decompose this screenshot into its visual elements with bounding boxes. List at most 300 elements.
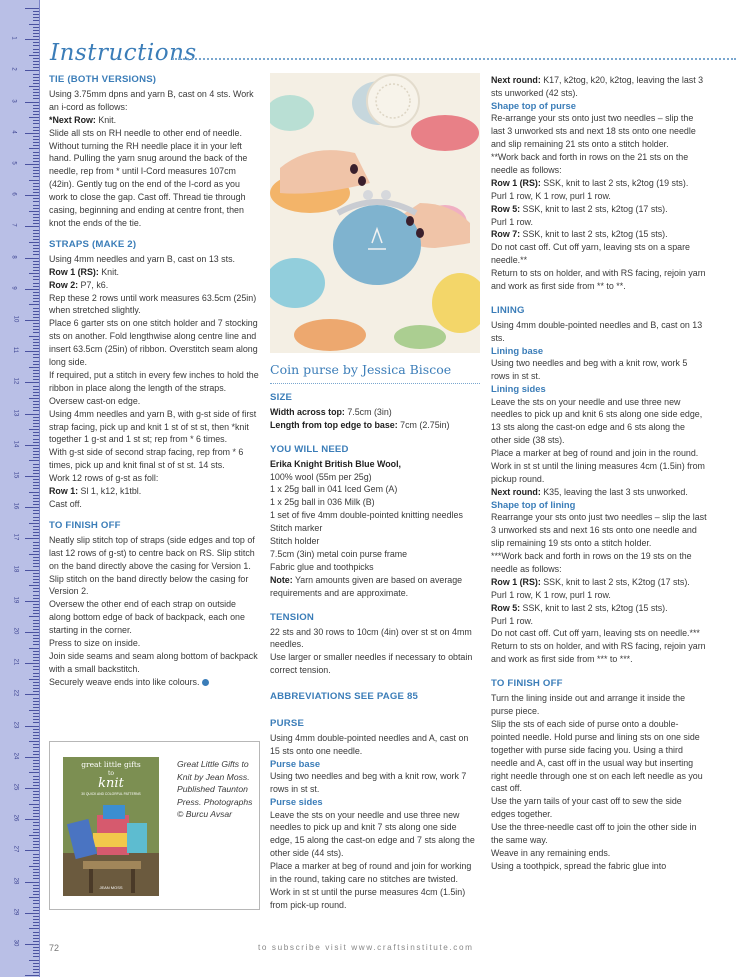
ruler-tick xyxy=(29,211,39,212)
need-item: 100% wool (55m per 25g) xyxy=(270,471,372,482)
shape-top-lining-heading: Shape top of lining xyxy=(491,498,576,510)
ruler-tick xyxy=(33,248,39,249)
ruler-tick xyxy=(33,732,39,733)
ruler-tick xyxy=(33,389,39,390)
ruler-tick xyxy=(33,373,39,374)
ruler-tick xyxy=(33,735,39,736)
finish-text: Use the three-needle cast off to join the other side in the same way. xyxy=(491,822,697,846)
ruler-number: 7 xyxy=(10,223,17,228)
ruler-tick xyxy=(25,538,39,539)
ruler-tick xyxy=(33,42,39,43)
ruler-tick xyxy=(33,832,39,833)
ruler-tick xyxy=(33,738,39,739)
ruler-tick xyxy=(33,604,39,605)
column-right xyxy=(491,74,707,873)
ruler-tick xyxy=(25,663,39,664)
ruler-tick xyxy=(33,158,39,159)
ruler-tick xyxy=(33,916,39,917)
ruler-tick xyxy=(33,236,39,237)
need-item: 7.5cm (3in) metal coin purse frame xyxy=(270,548,408,559)
ruler-number: 20 xyxy=(12,627,19,635)
ruler-tick xyxy=(33,701,39,702)
ruler-tick xyxy=(33,214,39,215)
ruler-tick xyxy=(33,691,39,692)
finish-text: Use the yarn tails of your cast off to sew the side edges together. xyxy=(491,796,682,820)
purse-sides-text: Work in st st until the purse measures 4cm (1.5in) from pick-up round. xyxy=(270,887,466,910)
ruler-tick xyxy=(33,769,39,770)
row-label: Row 1 (RS): xyxy=(491,576,541,587)
ruler-tick xyxy=(33,651,39,652)
ruler-tick xyxy=(33,875,39,876)
ruler-tick xyxy=(33,922,39,923)
ruler-tick xyxy=(33,953,39,954)
ruler-tick xyxy=(29,772,39,773)
ruler-tick xyxy=(25,819,39,820)
ruler-tick xyxy=(33,407,39,408)
need-item: Stitch holder xyxy=(270,536,320,547)
ruler-tick xyxy=(33,201,39,202)
ruler-tick xyxy=(33,797,39,798)
ruler-tick xyxy=(33,173,39,174)
ruler-tick xyxy=(33,395,39,396)
ruler-tick xyxy=(33,301,39,302)
ruler-number: 29 xyxy=(12,908,19,916)
ruler-tick xyxy=(33,170,39,171)
ruler-tick xyxy=(33,869,39,870)
ruler-tick xyxy=(33,620,39,621)
ruler-tick xyxy=(33,401,39,402)
lining-sides-text: Place a marker at beg of round and join in the round. Work in st st until the lining measures 4cm (1.5in) from pickup round. xyxy=(491,448,705,484)
lining-base-text: Using two needles and beg with a knit row, work 5 rows in st st. xyxy=(491,358,688,382)
ruler-tick xyxy=(29,273,39,274)
ruler-number: 28 xyxy=(12,877,19,884)
ruler-tick xyxy=(33,326,39,327)
ruler-tick xyxy=(33,142,39,143)
ruler-tick xyxy=(29,960,39,961)
ruler-tick xyxy=(33,535,39,536)
tie-text: Using 3.75mm dpns and yarn B, cast on 4 sts. Work an i-cord as follows: xyxy=(49,88,254,112)
photo-caption: Coin purse by Jessica Biscoe xyxy=(270,362,480,384)
purse-text: Using 4mm double-pointed needles and A, cast on 15 sts onto one needle. xyxy=(270,732,469,756)
ruler-tick xyxy=(33,885,39,886)
ruler-tick xyxy=(29,86,39,87)
tension-text: Use larger or smaller needles if necessary to obtain correct tension. xyxy=(270,652,473,676)
ruler-tick xyxy=(25,226,39,227)
ruler-tick xyxy=(29,648,39,649)
ruler-tick xyxy=(33,591,39,592)
ruler-tick xyxy=(33,239,39,240)
row-text: SSK, knit to last 2 sts, k2tog (15 sts). xyxy=(520,229,668,240)
ruler-tick xyxy=(33,551,39,552)
finish-text: Using a toothpick, spread the fabric glue into xyxy=(491,860,667,871)
ruler-tick xyxy=(33,822,39,823)
ruler-number: 15 xyxy=(12,471,19,479)
tie-next-label: *Next Row: xyxy=(49,114,96,125)
ruler-tick xyxy=(33,626,39,627)
ruler-tick xyxy=(29,367,39,368)
ruler-tick xyxy=(33,956,39,957)
need-item: 1 set of five 4mm double-pointed knitting needles xyxy=(270,510,463,521)
coin-purse-illustration xyxy=(270,73,480,353)
value: 7.5cm (3in) xyxy=(344,406,392,417)
ruler-tick xyxy=(33,966,39,967)
ruler-tick xyxy=(25,164,39,165)
ruler-tick xyxy=(33,420,39,421)
ruler-tick xyxy=(33,573,39,574)
straps-heading: STRAPS (MAKE 2) xyxy=(49,238,137,250)
book-credit-text: Great Little Gifts to Knit by Jean Moss. Published Taunton Press. Photographs © Burcu Avsar xyxy=(177,759,253,819)
ruler-tick xyxy=(33,423,39,424)
ruler-tick xyxy=(33,660,39,661)
ruler-tick xyxy=(33,744,39,745)
label: Next round: xyxy=(491,75,541,85)
column-middle xyxy=(270,392,480,912)
ruler-tick xyxy=(33,844,39,845)
ruler-tick xyxy=(33,520,39,521)
shape-lining-text: ***Work back and forth in rows on the 19 sts on the needle as follows: xyxy=(491,551,692,574)
ruler-tick xyxy=(33,442,39,443)
end-bullet-icon xyxy=(202,679,209,686)
ruler-tick xyxy=(33,676,39,677)
ruler-tick xyxy=(33,314,39,315)
ruler-tick xyxy=(33,526,39,527)
ruler-tick xyxy=(25,507,39,508)
ruler-number: 24 xyxy=(12,752,19,760)
ruler-tick xyxy=(33,105,39,106)
ruler-tick xyxy=(33,498,39,499)
ruler-tick xyxy=(33,183,39,184)
ruler-tick xyxy=(33,810,39,811)
purse-base-heading: Purse base xyxy=(270,757,321,769)
shape-lining-text: Do not cast off. Cut off yarn, leaving sts on needle.*** xyxy=(491,628,700,639)
ruler-tick xyxy=(29,897,39,898)
shape-lining-text: Rearrange your sts onto just two needles – slip the last 3 unworked sts and next 16 sts onto one needle and slip remaining 19 sts onto a stitch holder. xyxy=(491,512,707,549)
ruler-tick xyxy=(33,860,39,861)
ruler-tick xyxy=(33,139,39,140)
ruler-tick xyxy=(29,304,39,305)
ruler-tick xyxy=(33,435,39,436)
ruler-tick xyxy=(33,716,39,717)
ruler-tick xyxy=(33,276,39,277)
ruler-tick xyxy=(33,729,39,730)
book-cover-title-3: knit xyxy=(98,776,124,791)
ruler-tick xyxy=(33,92,39,93)
shape-lining-text: Purl 1 row. xyxy=(491,615,533,626)
ruler-tick xyxy=(33,342,39,343)
ruler-tick xyxy=(33,479,39,480)
straps-text: Rep these 2 rows until work measures 63.5cm (25in) when stretched slightly. xyxy=(49,292,257,316)
ruler-tick xyxy=(25,351,39,352)
ruler-tick xyxy=(33,813,39,814)
ruler-tick xyxy=(33,588,39,589)
ruler-number: 5 xyxy=(10,161,17,165)
ruler-tick xyxy=(33,785,39,786)
ruler-tick xyxy=(33,364,39,365)
ruler-tick xyxy=(33,935,39,936)
ruler-tick xyxy=(33,969,39,970)
ruler-tick xyxy=(33,925,39,926)
ruler-tick xyxy=(33,186,39,187)
ruler-tick xyxy=(25,320,39,321)
ruler-tick xyxy=(33,579,39,580)
finish-heading-right: TO FINISH OFF xyxy=(491,678,563,690)
shape-text: Purl 1 row, K 1 row, purl 1 row. xyxy=(491,190,611,201)
ruler-tick xyxy=(33,685,39,686)
ruler-tick xyxy=(33,98,39,99)
straps-text: With g-st side of second strap facing, rep from * 6 times, pick up and knit final st of st st. 14 sts. xyxy=(49,447,244,471)
row-label: Row 1 (RS): xyxy=(49,266,99,277)
ruler-tick xyxy=(33,357,39,358)
ruler-tick xyxy=(33,392,39,393)
straps-text: Place 6 garter sts on one stitch holder and 7 stocking sts on another. Fold lengthwise along centre line and insert 63.5cm (25in) of ribbon. Overstitch seam along long side. xyxy=(49,318,258,368)
finish-heading: TO FINISH OFF xyxy=(49,519,121,531)
shape-lining-text: Purl 1 row, K 1 row, purl 1 row. xyxy=(491,589,611,600)
ruler-tick xyxy=(33,52,39,53)
row-text: SSK, knit to last 2 sts, k2tog (17 sts). xyxy=(520,203,668,214)
ruler-tick xyxy=(33,800,39,801)
ruler-number: 19 xyxy=(12,596,19,604)
ruler-tick xyxy=(33,295,39,296)
ruler-tick xyxy=(33,345,39,346)
ruler-tick xyxy=(33,223,39,224)
ruler-strip xyxy=(0,0,40,977)
ruler-tick xyxy=(29,585,39,586)
label: Next round: xyxy=(491,486,541,497)
ruler-tick xyxy=(33,254,39,255)
ruler-tick xyxy=(33,14,39,15)
ruler-tick xyxy=(33,782,39,783)
tension-text: 22 sts and 30 rows to 10cm (4in) over st st on 4mm needles. xyxy=(270,626,472,650)
ruler-tick xyxy=(29,679,39,680)
value: K35, leaving the last 3 sts unworked. xyxy=(540,486,688,497)
ruler-tick xyxy=(33,688,39,689)
straps-text: If required, put a stitch in every few inches to hold the ribbon in place along the length of the straps. Oversew cast-on edge. xyxy=(49,369,259,406)
ruler-tick xyxy=(33,192,39,193)
size-width xyxy=(270,406,480,419)
ruler-tick xyxy=(33,888,39,889)
purse-sides-text: Leave the sts on your needle and use three new needles to pick up and knit 7 sts along one side edge, 15 along the cast-on edge and 7 sts along the other side (44 sts). xyxy=(270,809,475,859)
ruler-tick xyxy=(33,488,39,489)
ruler-tick xyxy=(33,329,39,330)
ruler-tick xyxy=(25,289,39,290)
ruler-tick xyxy=(33,532,39,533)
ruler-tick xyxy=(33,560,39,561)
ruler-tick xyxy=(33,816,39,817)
finish-text: Neatly slip stitch top of straps (side edges and top of last 12 rows of g-st) to centre back on RS. Slip stitch on the band directly above the casing for Version 1. Slip stitch on the band directly below the casing for Version 2. xyxy=(49,534,255,597)
ruler-tick xyxy=(33,907,39,908)
ruler-tick xyxy=(33,510,39,511)
size-heading: SIZE xyxy=(270,392,293,403)
ruler-tick xyxy=(33,919,39,920)
ruler-tick xyxy=(33,719,39,720)
ruler-tick xyxy=(33,829,39,830)
ruler-tick xyxy=(33,872,39,873)
ruler-tick xyxy=(33,947,39,948)
ruler-tick xyxy=(33,264,39,265)
lining-sides-heading: Lining sides xyxy=(491,383,546,395)
ruler-tick xyxy=(33,77,39,78)
need-note xyxy=(270,574,480,600)
ruler-tick xyxy=(33,894,39,895)
page-title: Instructions xyxy=(50,40,197,66)
label: Width across top: xyxy=(270,406,345,417)
shape-lining-text: Return to sts on holder, and with RS facing, rejoin yarn and work as first side from *** to ***. xyxy=(491,641,706,665)
row-text: Sl 1, k12, k1tbl. xyxy=(78,486,142,497)
ruler-tick xyxy=(33,448,39,449)
ruler-tick xyxy=(33,451,39,452)
ruler-tick xyxy=(33,791,39,792)
ruler-tick xyxy=(33,17,39,18)
ruler-tick xyxy=(33,11,39,12)
ruler-tick xyxy=(33,598,39,599)
ruler-tick xyxy=(33,557,39,558)
ruler-tick xyxy=(33,108,39,109)
ruler-tick xyxy=(33,267,39,268)
ruler-number: 8 xyxy=(10,254,17,259)
tie-heading: TIE (BOTH VERSIONS) xyxy=(49,74,157,85)
size-length xyxy=(270,419,480,432)
ruler-tick xyxy=(33,120,39,121)
ruler-tick xyxy=(29,804,39,805)
ruler-tick xyxy=(33,80,39,81)
ruler-tick xyxy=(33,878,39,879)
ruler-tick xyxy=(33,629,39,630)
next-round xyxy=(491,74,707,100)
ruler-tick xyxy=(25,975,39,976)
straps-row2 xyxy=(49,279,259,292)
ruler-tick xyxy=(33,698,39,699)
ruler-tick xyxy=(33,432,39,433)
book-credit-box xyxy=(49,741,260,910)
ruler-tick xyxy=(29,710,39,711)
ruler-number: 22 xyxy=(12,690,19,697)
ruler-tick xyxy=(29,242,39,243)
ruler-tick xyxy=(33,417,39,418)
ruler-tick xyxy=(33,467,39,468)
ruler-tick xyxy=(33,45,39,46)
ruler-tick xyxy=(33,379,39,380)
ruler-tick xyxy=(29,24,39,25)
finish-text: Press to size on inside. xyxy=(49,638,141,649)
ruler-tick xyxy=(29,616,39,617)
ruler-number: 6 xyxy=(10,192,17,196)
ruler-tick xyxy=(29,55,39,56)
ruler-tick xyxy=(33,464,39,465)
ruler-tick xyxy=(33,857,39,858)
ruler-tick xyxy=(33,245,39,246)
lining-sides-text: Leave the sts on your needle and use three new needles to pick up and knit 6 sts along one side edge, 13 sts along the cast-on edge and 6 sts along the other side (38 sts). xyxy=(491,396,703,446)
book-cover-title-1: great little gifts xyxy=(81,760,141,769)
need-item: Stitch marker xyxy=(270,523,323,534)
finish-text: Weave in any remaining ends. xyxy=(491,847,611,858)
ruler-tick xyxy=(33,145,39,146)
tension-heading: TENSION xyxy=(270,611,315,623)
ruler-tick xyxy=(33,794,39,795)
ruler-tick xyxy=(33,763,39,764)
row-label: Row 5: xyxy=(491,602,521,613)
ruler-tick xyxy=(33,217,39,218)
ruler-tick xyxy=(29,460,39,461)
ruler-tick xyxy=(33,504,39,505)
ruler-number: 25 xyxy=(12,783,19,791)
straps-text: Cast off. xyxy=(49,499,82,509)
ruler-number: 3 xyxy=(10,98,17,103)
ruler-tick xyxy=(33,261,39,262)
tie-text-2: Slide all sts on RH needle to other end of needle. Without turning the RH needle place it in your left hand. Pulling the yarn snug around the back of the needle, rep from * until I-Cord measures 107cm (42in). Gently tug on the end of the I-cord as you work to close the gap. Cast off. Thread tie through casing, beginning and ending at centre front, then knot the ends of the tie. xyxy=(49,127,248,228)
ruler-tick xyxy=(33,198,39,199)
ruler-tick xyxy=(29,336,39,337)
ruler-tick xyxy=(25,944,39,945)
label: Length from top edge to base: xyxy=(270,419,398,430)
ruler-tick xyxy=(33,938,39,939)
row-text: SSK, knit to last 2 sts, k2tog (15 sts). xyxy=(520,602,668,613)
ruler-tick xyxy=(33,220,39,221)
need-heading: YOU WILL NEED xyxy=(270,443,349,455)
ruler-tick xyxy=(33,404,39,405)
ruler-tick xyxy=(33,545,39,546)
ruler-tick xyxy=(33,230,39,231)
ruler-tick xyxy=(33,610,39,611)
ruler-tick xyxy=(33,136,39,137)
ruler-tick xyxy=(33,657,39,658)
ruler-tick xyxy=(33,64,39,65)
shape-text: Do not cast off. Cut off yarn, leaving sts on a spare needle.** xyxy=(491,242,690,266)
ruler-tick xyxy=(33,682,39,683)
ruler-tick xyxy=(33,542,39,543)
coin-purse-photo xyxy=(270,73,480,353)
shape-text: Purl 1 row. xyxy=(491,216,533,227)
ruler-tick xyxy=(25,195,39,196)
ruler-tick xyxy=(25,757,39,758)
ruler-tick xyxy=(33,189,39,190)
ruler-tick xyxy=(33,972,39,973)
label: Erika Knight British Blue Wool, xyxy=(270,458,401,469)
ruler-tick xyxy=(33,825,39,826)
ruler-tick xyxy=(33,95,39,96)
ruler-tick xyxy=(33,161,39,162)
ruler-tick xyxy=(25,382,39,383)
ruler-tick xyxy=(25,788,39,789)
ruler-tick xyxy=(25,8,39,9)
ruler-tick xyxy=(25,70,39,71)
ruler-number: 10 xyxy=(12,315,19,323)
ruler-tick xyxy=(29,148,39,149)
shape-lining-row xyxy=(491,576,707,589)
ruler-tick xyxy=(25,133,39,134)
ruler-tick xyxy=(29,398,39,399)
row-text: Knit. xyxy=(98,266,120,277)
ruler-tick xyxy=(33,20,39,21)
ruler-number: 9 xyxy=(10,286,17,290)
purse-heading: PURSE xyxy=(270,718,305,730)
ruler-tick xyxy=(33,205,39,206)
ruler-tick xyxy=(33,251,39,252)
book-cover-illustration xyxy=(63,757,159,896)
finish-text-last xyxy=(49,676,259,689)
ruler-tick xyxy=(25,570,39,571)
ruler-tick xyxy=(33,167,39,168)
book-cover-author: JEAN MOSS xyxy=(99,885,123,890)
need-item: 1 x 25g ball in 036 Milk (B) xyxy=(270,497,375,508)
ruler-number: 26 xyxy=(12,814,19,822)
straps-text: Using 4mm needles and yarn B, with g-st side of first strap facing, pick up and knit 1 st of st st, then *knit together 1 g-st and 1 st st; rep from * 6 times. xyxy=(49,408,257,445)
ruler-tick xyxy=(33,776,39,777)
ruler-tick xyxy=(33,613,39,614)
finish-text: Slip the sts of each side of purse onto a double-pointed needle. Hold purse and lining sts on one side together with purse side facing you. Using a third needle and A, cast off in the usual way but inserting right needle through one st on each left needle as you cast off. xyxy=(491,718,703,794)
ruler-tick xyxy=(33,754,39,755)
ruler-tick xyxy=(33,513,39,514)
ruler-number: 4 xyxy=(10,130,17,134)
